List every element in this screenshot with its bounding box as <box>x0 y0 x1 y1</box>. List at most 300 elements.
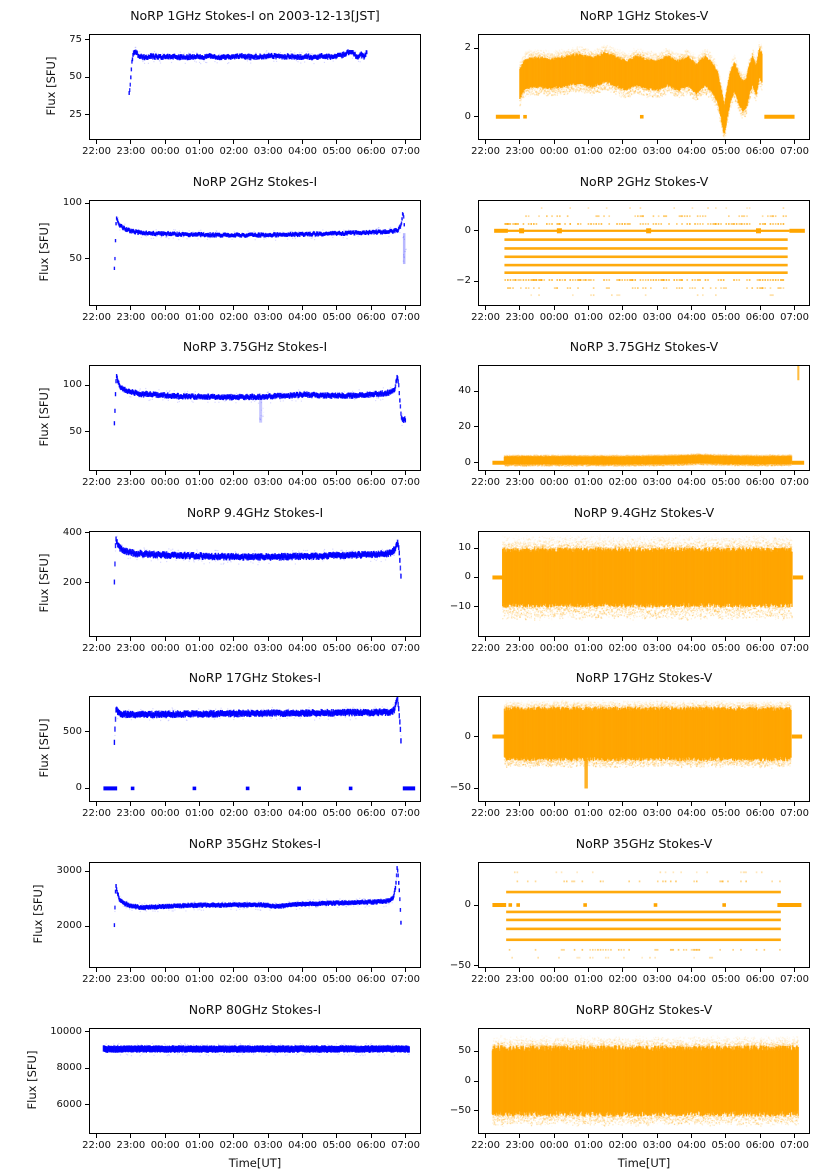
x-tickmark <box>302 1134 303 1138</box>
x-tick-label: 05:00 <box>322 477 352 488</box>
x-tick-label: 07:00 <box>780 1140 809 1151</box>
x-tickmark <box>657 140 658 144</box>
x-tick-label: 23:00 <box>505 477 535 488</box>
x-tick-label: 04:00 <box>677 808 706 819</box>
x-tickmark <box>622 802 623 806</box>
x-tickmark <box>519 140 520 144</box>
y-tickmark <box>85 582 89 583</box>
x-tickmark <box>725 306 726 310</box>
x-tickmark <box>96 637 97 641</box>
x-tick-label: 01:00 <box>574 974 603 985</box>
chart-title: NoRP 9.4GHz Stokes-V <box>573 505 715 520</box>
x-tickmark <box>165 140 166 144</box>
x-tickmark <box>302 968 303 972</box>
x-tickmark <box>336 1134 337 1138</box>
x-tickmark <box>405 140 406 144</box>
plot-area-9.4ghz-stokes-i <box>89 531 421 637</box>
x-tick-label: 00:00 <box>150 974 180 985</box>
y-tick-label: 2000 <box>56 920 82 932</box>
x-tick-label: 03:00 <box>253 974 283 985</box>
chart-title: NoRP 1GHz Stokes-I on 2003-12-13[JST] <box>130 8 380 23</box>
chart-title: NoRP 2GHz Stokes-I <box>192 174 318 189</box>
x-tickmark <box>371 1134 372 1138</box>
y-axis-label: Flux [SFU] <box>37 718 52 778</box>
y-tick-label: 0 <box>75 782 82 794</box>
x-tick-label: 01:00 <box>574 808 603 819</box>
y-tick-label: 20 <box>458 420 471 432</box>
x-tick-label: 23:00 <box>505 643 535 654</box>
x-tickmark <box>302 140 303 144</box>
x-tickmark <box>130 637 131 641</box>
x-tick-label: 03:00 <box>642 1140 672 1151</box>
x-tickmark <box>268 637 269 641</box>
x-tickmark <box>336 306 337 310</box>
x-tickmark <box>336 802 337 806</box>
x-tickmark <box>657 471 658 475</box>
x-tick-label: 03:00 <box>642 477 672 488</box>
y-tick-label: 10 <box>458 542 471 554</box>
x-tickmark <box>130 140 131 144</box>
y-axis-label: Flux [SFU] <box>31 884 46 944</box>
x-tick-label: 01:00 <box>185 477 214 488</box>
x-tickmark <box>760 471 761 475</box>
y-tick-label: 8000 <box>56 1062 82 1074</box>
x-tickmark <box>554 1134 555 1138</box>
x-tick-label: 05:00 <box>322 808 352 819</box>
x-tick-label: 06:00 <box>745 312 775 323</box>
x-tick-label: 23:00 <box>505 312 535 323</box>
x-tickmark <box>130 471 131 475</box>
x-tick-label: 02:00 <box>608 312 638 323</box>
y-tickmark <box>85 871 89 872</box>
x-tick-label: 05:00 <box>711 974 741 985</box>
y-tick-label: −50 <box>449 1104 471 1116</box>
plot-area-17ghz-stokes-i <box>89 696 421 802</box>
x-tick-label: 06:00 <box>745 477 775 488</box>
x-tick-label: 07:00 <box>391 477 420 488</box>
x-tick-label: 07:00 <box>391 146 420 157</box>
x-tick-label: 06:00 <box>356 312 386 323</box>
x-tick-label: 04:00 <box>677 974 706 985</box>
x-tickmark <box>405 471 406 475</box>
x-tick-label: 01:00 <box>185 643 214 654</box>
plot-area-35ghz-stokes-v <box>478 862 810 968</box>
chart-title: NoRP 17GHz Stokes-I <box>188 670 322 685</box>
chart-title: NoRP 80GHz Stokes-I <box>188 1002 322 1017</box>
x-tick-label: 06:00 <box>745 808 775 819</box>
x-tickmark <box>622 637 623 641</box>
x-tick-label: 01:00 <box>574 146 603 157</box>
y-tick-label: 2 <box>464 42 471 54</box>
x-tickmark <box>691 802 692 806</box>
y-tickmark <box>85 1104 89 1105</box>
x-tickmark <box>165 802 166 806</box>
y-axis-label: Flux [SFU] <box>43 56 58 116</box>
x-tickmark <box>268 140 269 144</box>
x-tickmark <box>760 637 761 641</box>
y-tick-label: 50 <box>69 71 82 83</box>
plot-area-17ghz-stokes-v <box>478 696 810 802</box>
x-tickmark <box>336 968 337 972</box>
x-tickmark <box>760 802 761 806</box>
x-tickmark <box>336 471 337 475</box>
x-tickmark <box>336 140 337 144</box>
x-tick-label: 22:00 <box>82 1140 111 1151</box>
x-tick-label: 04:00 <box>288 1140 317 1151</box>
x-tick-label: 06:00 <box>745 643 775 654</box>
x-tick-label: 23:00 <box>116 974 146 985</box>
x-tick-label: 03:00 <box>253 643 283 654</box>
x-tickmark <box>165 637 166 641</box>
x-tick-label: 02:00 <box>219 643 249 654</box>
x-tick-label: 03:00 <box>253 808 283 819</box>
x-tick-label: 06:00 <box>745 974 775 985</box>
x-tick-label: 23:00 <box>116 477 146 488</box>
x-tickmark <box>199 140 200 144</box>
x-tickmark <box>725 140 726 144</box>
x-tick-label: 07:00 <box>391 808 420 819</box>
y-tickmark <box>85 431 89 432</box>
x-tick-label: 05:00 <box>711 477 741 488</box>
x-tick-label: 04:00 <box>288 146 317 157</box>
x-tickmark <box>691 968 692 972</box>
x-tick-label: 07:00 <box>391 1140 420 1151</box>
x-tickmark <box>794 306 795 310</box>
plot-area-1ghz-stokes-v <box>478 34 810 140</box>
x-tickmark <box>96 1134 97 1138</box>
x-tick-label: 07:00 <box>391 312 420 323</box>
x-tickmark <box>519 471 520 475</box>
x-tickmark <box>554 802 555 806</box>
y-tick-label: −50 <box>449 959 471 971</box>
x-tick-label: 05:00 <box>322 312 352 323</box>
x-tick-label: 22:00 <box>471 808 500 819</box>
x-tick-label: 06:00 <box>356 477 386 488</box>
x-tick-label: 05:00 <box>711 1140 741 1151</box>
chart-title: NoRP 3.75GHz Stokes-V <box>569 339 719 354</box>
y-axis-label: Flux [SFU] <box>37 387 52 447</box>
x-tick-label: 05:00 <box>711 146 741 157</box>
chart-title: NoRP 1GHz Stokes-V <box>579 8 709 23</box>
x-tick-label: 05:00 <box>711 643 741 654</box>
y-tick-label: 0 <box>464 110 471 122</box>
y-tick-label: 400 <box>62 526 82 538</box>
y-tickmark <box>474 736 478 737</box>
x-tick-label: 22:00 <box>82 146 111 157</box>
chart-title: NoRP 9.4GHz Stokes-I <box>186 505 324 520</box>
x-tickmark <box>233 637 234 641</box>
y-tick-label: 0 <box>464 1075 471 1086</box>
x-tickmark <box>165 306 166 310</box>
x-tick-label: 01:00 <box>574 1140 603 1151</box>
x-tick-label: 04:00 <box>288 974 317 985</box>
x-tick-label: 23:00 <box>505 1140 535 1151</box>
x-tick-label: 03:00 <box>642 974 672 985</box>
y-tickmark <box>474 788 478 789</box>
y-tick-label: 0 <box>464 456 471 468</box>
x-tickmark <box>519 968 520 972</box>
x-tick-label: 02:00 <box>219 477 249 488</box>
x-tickmark <box>725 968 726 972</box>
x-tickmark <box>268 968 269 972</box>
x-tick-label: 03:00 <box>642 808 672 819</box>
x-tick-label: 07:00 <box>780 146 809 157</box>
x-tick-label: 03:00 <box>642 643 672 654</box>
x-tickmark <box>725 637 726 641</box>
x-tick-label: 22:00 <box>82 477 111 488</box>
x-tick-label: 04:00 <box>288 312 317 323</box>
x-tick-label: 00:00 <box>539 477 569 488</box>
y-tickmark <box>474 281 478 282</box>
x-tick-label: 04:00 <box>677 643 706 654</box>
x-tick-label: 03:00 <box>253 477 283 488</box>
chart-title: NoRP 2GHz Stokes-V <box>579 174 709 189</box>
x-tick-label: 22:00 <box>471 643 500 654</box>
x-tickmark <box>405 968 406 972</box>
x-tickmark <box>371 306 372 310</box>
x-tickmark <box>371 968 372 972</box>
x-tickmark <box>554 637 555 641</box>
x-tick-label: 06:00 <box>356 643 386 654</box>
y-tickmark <box>474 905 478 906</box>
x-tickmark <box>588 802 589 806</box>
x-tickmark <box>96 306 97 310</box>
plot-area-1ghz-stokes-i <box>89 34 421 140</box>
x-tick-label: 01:00 <box>574 312 603 323</box>
x-tickmark <box>199 968 200 972</box>
y-axis-label: Flux [SFU] <box>25 1050 39 1110</box>
x-tick-label: 02:00 <box>219 974 249 985</box>
y-tick-label: 75 <box>69 33 82 45</box>
x-tick-label: 23:00 <box>505 974 535 985</box>
x-tick-label: 22:00 <box>471 1140 500 1151</box>
x-tick-label: 02:00 <box>219 312 249 323</box>
x-tick-label: 04:00 <box>677 312 706 323</box>
x-tick-label: 00:00 <box>150 643 180 654</box>
y-tick-label: 100 <box>62 197 82 209</box>
y-tickmark <box>474 606 478 607</box>
x-tick-label: 01:00 <box>185 146 214 157</box>
x-tick-label: 22:00 <box>82 312 111 323</box>
x-tickmark <box>405 802 406 806</box>
x-tickmark <box>725 471 726 475</box>
y-tickmark <box>474 48 478 49</box>
x-tickmark <box>96 140 97 144</box>
x-tick-label: 23:00 <box>116 643 146 654</box>
y-tickmark <box>85 1068 89 1069</box>
y-axis-label: Flux [SFU] <box>37 553 52 613</box>
x-tickmark <box>485 968 486 972</box>
x-tickmark <box>405 1134 406 1138</box>
x-tick-label: 01:00 <box>185 974 214 985</box>
x-tick-label: 00:00 <box>539 974 569 985</box>
x-tickmark <box>165 968 166 972</box>
y-tickmark <box>85 788 89 789</box>
y-tick-label: 40 <box>458 385 471 396</box>
x-tick-label: 03:00 <box>642 312 672 323</box>
chart-title: NoRP 35GHz Stokes-V <box>575 836 713 851</box>
x-tick-label: 06:00 <box>356 146 386 157</box>
chart-title: NoRP 17GHz Stokes-V <box>575 670 713 685</box>
x-tickmark <box>268 471 269 475</box>
y-tickmark <box>474 1110 478 1111</box>
x-tickmark <box>485 637 486 641</box>
y-tick-label: 50 <box>458 1045 471 1057</box>
x-tick-label: 00:00 <box>150 146 180 157</box>
plot-area-80ghz-stokes-i <box>89 1028 421 1134</box>
x-tick-label: 06:00 <box>356 808 386 819</box>
x-tick-label: 23:00 <box>116 1140 146 1151</box>
x-tickmark <box>268 802 269 806</box>
x-tickmark <box>519 637 520 641</box>
x-tickmark <box>485 471 486 475</box>
x-tick-label: 23:00 <box>116 146 146 157</box>
x-tickmark <box>691 471 692 475</box>
x-tick-label: 02:00 <box>608 643 638 654</box>
x-tickmark <box>233 140 234 144</box>
x-tick-label: 01:00 <box>574 643 603 654</box>
x-tick-label: 02:00 <box>608 146 638 157</box>
x-tickmark <box>485 140 486 144</box>
x-tickmark <box>485 802 486 806</box>
x-tickmark <box>96 802 97 806</box>
x-tick-label: 00:00 <box>539 643 569 654</box>
x-tickmark <box>691 140 692 144</box>
x-tickmark <box>233 1134 234 1138</box>
x-tickmark <box>691 306 692 310</box>
y-tick-label: 0 <box>464 899 471 910</box>
plot-area-2ghz-stokes-v <box>478 200 810 306</box>
x-tickmark <box>199 802 200 806</box>
x-tickmark <box>130 1134 131 1138</box>
x-tickmark <box>199 306 200 310</box>
plot-area-80ghz-stokes-v <box>478 1028 810 1134</box>
x-tickmark <box>657 802 658 806</box>
x-tick-label: 03:00 <box>253 1140 283 1151</box>
x-tick-label: 07:00 <box>391 974 420 985</box>
x-tickmark <box>199 637 200 641</box>
x-tickmark <box>130 968 131 972</box>
y-tick-label: −10 <box>449 600 471 612</box>
y-tickmark <box>474 230 478 231</box>
x-tickmark <box>268 306 269 310</box>
x-tickmark <box>336 637 337 641</box>
x-tickmark <box>588 637 589 641</box>
plot-area-3.75ghz-stokes-i <box>89 365 421 471</box>
y-tick-label: 100 <box>62 379 82 391</box>
x-tick-label: 05:00 <box>322 146 352 157</box>
x-tick-label: 02:00 <box>219 146 249 157</box>
x-tickmark <box>199 471 200 475</box>
x-tick-label: 01:00 <box>574 477 603 488</box>
x-tickmark <box>794 968 795 972</box>
y-tick-label: 50 <box>69 425 82 437</box>
x-tickmark <box>691 637 692 641</box>
x-tick-label: 00:00 <box>150 477 180 488</box>
x-tick-label: 02:00 <box>608 477 638 488</box>
y-tick-label: −50 <box>449 782 471 794</box>
y-tick-label: 6000 <box>56 1098 82 1110</box>
x-tick-label: 02:00 <box>608 1140 638 1151</box>
x-tickmark <box>371 637 372 641</box>
x-tickmark <box>233 471 234 475</box>
y-tickmark <box>474 965 478 966</box>
y-tick-label: 0 <box>464 224 471 236</box>
x-tick-label: 07:00 <box>391 643 420 654</box>
x-tickmark <box>691 1134 692 1138</box>
x-tick-label: 02:00 <box>608 808 638 819</box>
plot-area-35ghz-stokes-i <box>89 862 421 968</box>
y-tickmark <box>474 1081 478 1082</box>
x-tick-label: 23:00 <box>505 808 535 819</box>
x-tickmark <box>371 140 372 144</box>
x-tickmark <box>622 1134 623 1138</box>
y-axis-label: Flux [SFU] <box>37 222 52 282</box>
x-tick-label: 23:00 <box>505 146 535 157</box>
y-tickmark <box>85 77 89 78</box>
x-tick-label: 07:00 <box>780 974 809 985</box>
x-tickmark <box>622 968 623 972</box>
y-tick-label: 10000 <box>50 1025 82 1037</box>
x-tickmark <box>657 1134 658 1138</box>
y-tick-label: 25 <box>69 108 82 120</box>
x-tick-label: 00:00 <box>150 808 180 819</box>
x-tick-label: 00:00 <box>539 1140 569 1151</box>
x-tickmark <box>588 306 589 310</box>
x-axis-label: Time[UT] <box>617 1156 671 1170</box>
x-tickmark <box>760 140 761 144</box>
x-tick-label: 22:00 <box>471 146 500 157</box>
x-tickmark <box>657 637 658 641</box>
x-tickmark <box>233 306 234 310</box>
x-tickmark <box>130 306 131 310</box>
x-tick-label: 00:00 <box>150 1140 180 1151</box>
x-tick-label: 06:00 <box>356 1140 386 1151</box>
x-tickmark <box>268 1134 269 1138</box>
y-tickmark <box>85 39 89 40</box>
x-tick-label: 04:00 <box>288 477 317 488</box>
x-tickmark <box>371 471 372 475</box>
x-tickmark <box>794 637 795 641</box>
x-tickmark <box>760 306 761 310</box>
y-tickmark <box>474 548 478 549</box>
x-tickmark <box>554 306 555 310</box>
x-tick-label: 04:00 <box>677 477 706 488</box>
x-tick-label: 07:00 <box>780 477 809 488</box>
x-tickmark <box>405 637 406 641</box>
y-tick-label: −2 <box>456 275 471 287</box>
x-tickmark <box>588 140 589 144</box>
x-tickmark <box>302 802 303 806</box>
x-tick-label: 03:00 <box>642 146 672 157</box>
y-tick-label: 0 <box>464 730 471 742</box>
x-tick-label: 04:00 <box>677 1140 706 1151</box>
x-tickmark <box>588 1134 589 1138</box>
y-tickmark <box>85 731 89 732</box>
x-tick-label: 04:00 <box>288 643 317 654</box>
x-tick-label: 05:00 <box>322 974 352 985</box>
x-tickmark <box>657 968 658 972</box>
x-tickmark <box>554 140 555 144</box>
x-tick-label: 22:00 <box>82 808 111 819</box>
x-tickmark <box>725 1134 726 1138</box>
x-tickmark <box>130 802 131 806</box>
x-tick-label: 05:00 <box>322 643 352 654</box>
x-tickmark <box>725 802 726 806</box>
x-tickmark <box>165 1134 166 1138</box>
x-tickmark <box>485 306 486 310</box>
y-tickmark <box>474 426 478 427</box>
